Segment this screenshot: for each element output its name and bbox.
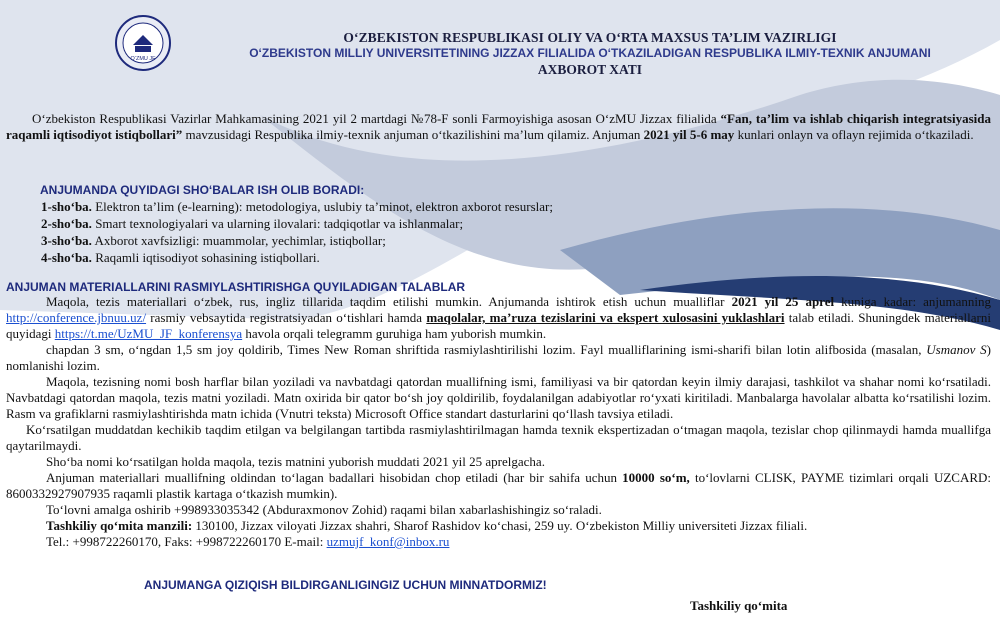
section-number: 4-sho‘ba. bbox=[41, 250, 92, 265]
intro-topic: “Fan, ta’lim va ishlab chiqarish integratsiyasida raqamli iqtisodiyot istiqbollari” bbox=[6, 111, 991, 142]
text: to‘lovlarni CLISK, PAYME tizimlari orqali UZCARD: 8600332927907935 raqamli plastik kartaga o‘tkazish mumkin). bbox=[6, 470, 992, 501]
paragraph-contacts bbox=[6, 534, 991, 550]
intro-text-3: kunlari onlayn va oflayn rejimida o‘tkaziladi. bbox=[734, 127, 974, 142]
text: kuniga kadar: anjumanning bbox=[834, 294, 991, 309]
address-label: Tashkiliy qo‘mita manzili: bbox=[46, 518, 193, 533]
email-link[interactable]: uzmujf_konf@inbox.ru bbox=[326, 534, 450, 549]
document-title: AXBOROT XATI bbox=[537, 62, 643, 77]
section-text: Elektron ta’lim (e-learning): metodologiya, uslubiy ta’minot, elektron axborot resurslar; bbox=[91, 199, 553, 214]
paragraph-submission bbox=[6, 294, 991, 342]
intro-text-2: mavzusidagi Respublika ilmiy-texnik anjuman o‘tkazilishini ma’lum qilamiz. Anjuman bbox=[182, 127, 644, 142]
paragraph-rejection: Ko‘rsatilgan muddatdan kechikib taqdim etilgan va belgilangan tartibda rasmiylashtirilmagan hamda texnik ekspertizadan o‘tmagan maqola, tezislar chop qilinmaydi hamda muallifga qaytarilmaydi. bbox=[6, 422, 991, 453]
logo-text: O‘ZMU JF bbox=[130, 56, 156, 62]
section-item bbox=[41, 249, 553, 266]
paragraph-structure: Maqola, tezisning nomi bosh harflar bilan yoziladi va navbatdagi qatordan muallifning ismi, familiyasi va bir qatordan keyin ilmiy darajasi, tashkilot va shahar nomi ko‘rsatiladi. Navbatdagi qatordan maqola, tezis matni yoziladi. Matn oxirida bir qator bo‘sh joy qoldirilib, foydalanilgan adabiyotlar ro‘yxati kiritiladi. Manbalarga havolalar albatta ko‘rsatilishi lozim. Rasm va grafiklarni rasmiylashtirishda matn ichida (Vnutri teksta) Microsoft Office standart dasturlarini qo‘llash tavsiya etiladi. bbox=[6, 374, 991, 421]
sections-list bbox=[41, 198, 553, 266]
paragraph-payment bbox=[6, 470, 991, 502]
conference-title: O‘ZBEKISTON MILLIY UNIVERSITETINING JIZZAX FILIALIDA O‘TKAZILADIGAN RESPUBLIKA ILMIY-TEXNIK ANJUMANI bbox=[249, 46, 931, 60]
paragraph-deadline: Sho‘ba nomi ko‘rsatilgan holda maqola, tezis matnini yuborish muddati 2021 yil 25 aprelgacha. bbox=[46, 454, 545, 469]
telegram-group-link[interactable]: https://t.me/UzMU_JF_konferensya bbox=[54, 326, 243, 341]
section-item bbox=[41, 215, 553, 232]
paragraph-contact-phone: To‘lovni amalga oshirib +998933035342 (Abduraxmonov Zohid) raqami bilan xabarlashishingiz so‘raladi. bbox=[46, 502, 602, 517]
address-text: 130100, Jizzax viloyati Jizzax shahri, Sharof Rashidov ko‘chasi, 259 uy. O‘zbekiston Milliy universiteti Jizzax filiali. bbox=[192, 518, 808, 533]
requirements-body bbox=[6, 294, 991, 550]
text: ) nomlanishi lozim. bbox=[6, 342, 991, 373]
text: rasmiy vebsaytida registratsiyadan o‘tishlari hamda bbox=[146, 310, 427, 325]
upload-requirement: maqolalar, ma’ruza tezislarini va ekspert xulosasini yuklashlari bbox=[426, 310, 785, 325]
paragraph-formatting bbox=[6, 342, 991, 374]
intro-paragraph bbox=[6, 111, 991, 143]
fee: 10000 so‘m, bbox=[622, 470, 690, 485]
contacts-text: Tel.: +998722260170, Faks: +998722260170 E-mail: bbox=[46, 534, 327, 549]
deadline: 2021 yil 25 aprel bbox=[731, 294, 835, 309]
ministry-title: O‘ZBEKISTON RESPUBLIKASI OLIY VA O‘RTA MAXSUS TA’LIM VAZIRLIGI bbox=[343, 30, 837, 45]
paragraph-address bbox=[6, 518, 991, 534]
text: Anjuman materiallari muallifning oldindan to‘lagan badallari hisobidan chop etiladi (har bir sahifa uchun bbox=[46, 470, 623, 485]
section-number: 3-sho‘ba. bbox=[41, 233, 92, 248]
text: talab etiladi. Shuningdek materiallarni quyidagi bbox=[6, 310, 991, 341]
section-text: Raqamli iqtisodiyot sohasining istiqbollari. bbox=[91, 250, 320, 265]
conference-website-link[interactable]: http://conference.jbnuu.uz/ bbox=[6, 310, 147, 325]
university-logo bbox=[115, 15, 171, 71]
section-number: 2-sho‘ba. bbox=[41, 216, 92, 231]
section-number: 1-sho‘ba. bbox=[41, 199, 92, 214]
intro-text-1: O‘zbekiston Respublikasi Vazirlar Mahkamasining 2021 yil 2 martdagi №78-F sonli Farmoyishiga asosan O‘zMU Jizzax filialida bbox=[32, 111, 721, 126]
sections-heading: ANJUMANDA QUYIDAGI SHO‘BALAR ISH OLIB BORADI: bbox=[40, 183, 365, 197]
signature: Tashkiliy qo‘mita bbox=[690, 598, 788, 613]
example-name: Usmanov S bbox=[926, 342, 987, 357]
text: havola orqali telegramm guruhiga ham yuborish mumkin. bbox=[242, 326, 547, 341]
text: Maqola, tezis materiallari o‘zbek, rus, ingliz tillarida taqdim etilishi mumkin. Anjumanda ishtirok etish uchun mualliflar bbox=[46, 294, 732, 309]
thanks-note: ANJUMANGA QIZIQISH BILDIRGANLIGINGIZ UCHUN MINNATDORMIZ! bbox=[144, 578, 547, 592]
section-item bbox=[41, 198, 553, 215]
requirements-heading: ANJUMAN MATERIALLARINI RASMIYLASHTIRISHGA QUYILADIGAN TALABLAR bbox=[6, 280, 466, 294]
section-text: Smart texnologiyalari va ularning ilovalari: tadqiqotlar va ishlanmalar; bbox=[91, 216, 464, 231]
intro-date: 2021 yil 5-6 may bbox=[643, 127, 735, 142]
text: chapdan 3 sm, o‘ngdan 1,5 sm joy qoldirib, Times New Roman shriftida rasmiylashtirilishi lozim. Fayl mualliflarining ismi-sharifi bilan lotin alifbosida (masalan, bbox=[46, 342, 927, 357]
section-item bbox=[41, 232, 553, 249]
section-text: Axborot xavfsizligi: muammolar, yechimlar, istiqbollar; bbox=[91, 233, 386, 248]
